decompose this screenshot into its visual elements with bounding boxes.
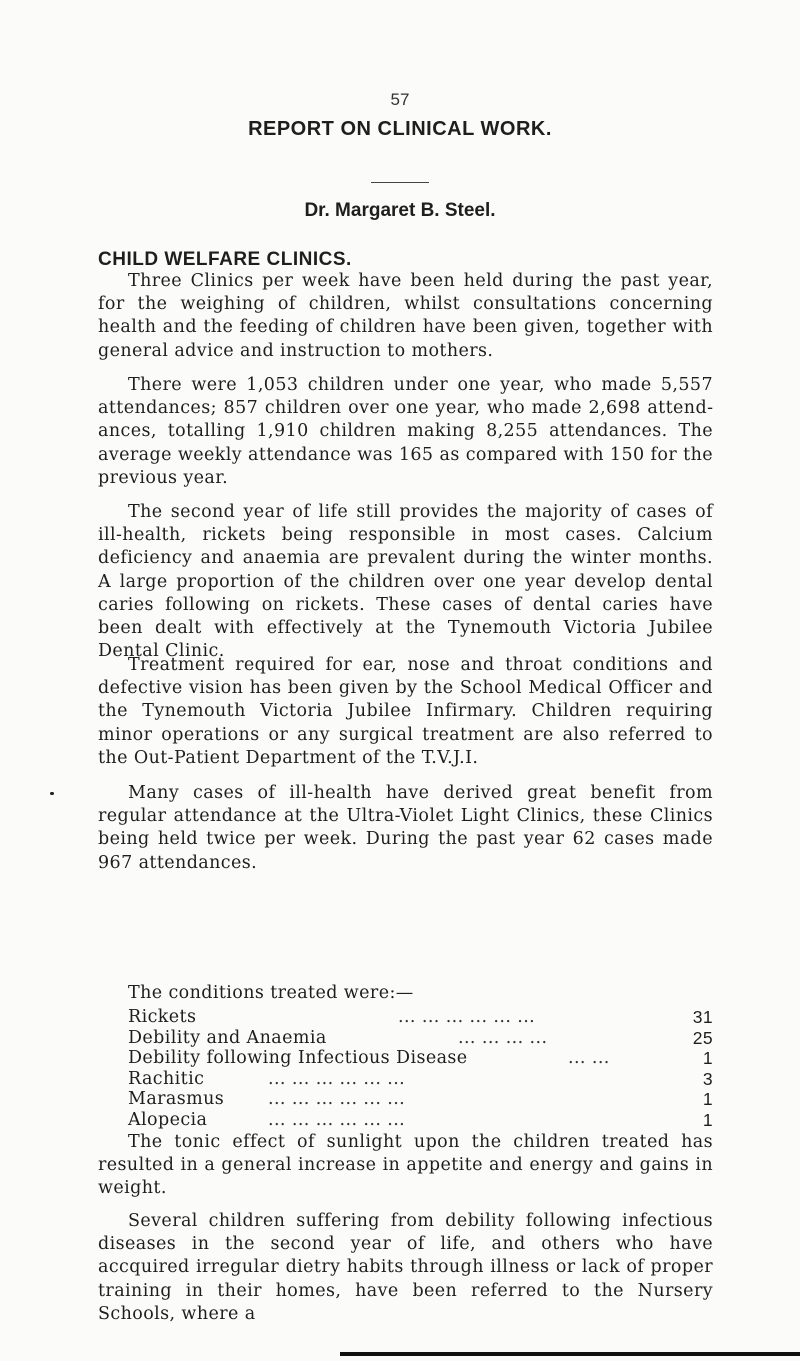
leader-dots: ... ... ... ... bbox=[458, 1027, 548, 1048]
title-divider bbox=[371, 182, 429, 183]
table-row bbox=[128, 1110, 713, 1131]
paragraph-attendances: There were 1,053 children under one year, who made 5,557 attendances; 857 children over one year, who made 2,698 attendances, totalling 1,910 children making 8,255 attendances. The average weekly attendance was 165 as compared with 150 for the previous year. bbox=[98, 375, 713, 488]
paragraph-conditions-intro: The conditions treated were:— bbox=[128, 983, 414, 1003]
condition-count: 1 bbox=[702, 1089, 713, 1109]
leader-dots: ... ... ... ... ... ... bbox=[268, 1068, 406, 1089]
table-row bbox=[128, 1007, 713, 1028]
condition-count: 1 bbox=[702, 1048, 713, 1068]
paragraph-ill-health: The second year of life still provides the majority of cases of ill-health, rickets being responsible in most cases. Calcium deficiency and anaemia are prevalent during the winter months. A large proportion of the children over one year develop dental caries following on rickets. These cases of dental caries have been dealt with effectively at the Tynemouth Victoria Jubilee Dental Clinic. bbox=[98, 502, 713, 662]
table-row bbox=[128, 1069, 713, 1090]
table-row bbox=[128, 1028, 713, 1049]
paragraph-ultra-violet: Many cases of ill-health have derived great benefit from regular attendance at the Ultra-Violet Light Clinics, these Clinics being held twice per week. During the past year 62 cases made 967 attendances. bbox=[98, 783, 713, 873]
leader-dots: ... ... bbox=[568, 1048, 610, 1068]
condition-name: Debility and Anaemia bbox=[128, 1027, 327, 1048]
conditions-table bbox=[128, 1007, 713, 1130]
leader-dots: ... ... ... ... ... ... bbox=[268, 1109, 406, 1130]
report-title: REPORT ON CLINICAL WORK. bbox=[248, 118, 552, 140]
condition-count: 31 bbox=[692, 1007, 713, 1027]
paragraph-sunlight: The tonic effect of sunlight upon the children treated has resulted in a general increase in appetite and energy and gains in weight. bbox=[98, 1132, 713, 1199]
page-edge-shadow bbox=[340, 1352, 800, 1356]
condition-name: Debility following Infectious Disease bbox=[128, 1048, 468, 1068]
condition-count: 25 bbox=[692, 1027, 713, 1048]
condition-name: Rickets bbox=[128, 1007, 197, 1027]
page-number: 57 bbox=[390, 90, 410, 109]
paragraph-treatment: Treatment required for ear, nose and throat conditions and defective vision has been given by the School Medical Officer and the Tynemouth Victoria Jubilee Infirmary. Children requiring minor operations or any surgical treatment are also referred to the Out-Patient Department of the T.V.J.I. bbox=[98, 655, 713, 768]
paragraph-clinics: Three Clinics per week have been held during the past year, for the weighing of children, whilst consultations concerning health and the feeding of children have been given, together with general advice and instruction to mothers. bbox=[98, 271, 713, 361]
condition-name: Rachitic bbox=[128, 1068, 205, 1089]
table-row bbox=[128, 1048, 713, 1069]
condition-count: 3 bbox=[702, 1068, 713, 1089]
table-row bbox=[128, 1089, 713, 1110]
paragraph-nursery-schools: Several children suffering from debility following infectious diseases in the second year of life, and others who have accquired irregular dietry habits through illness or lack of proper training in their homes, have been referred to the Nursery Schools, where a bbox=[98, 1211, 713, 1324]
condition-name: Alopecia bbox=[128, 1109, 208, 1130]
condition-name: Marasmus bbox=[128, 1089, 225, 1109]
leader-dots: ... ... ... ... ... ... bbox=[398, 1007, 536, 1027]
author-name: Dr. Margaret B. Steel. bbox=[304, 200, 496, 221]
section-heading: CHILD WELFARE CLINICS. bbox=[98, 249, 352, 270]
condition-count: 1 bbox=[702, 1109, 713, 1130]
margin-mark bbox=[50, 792, 54, 795]
leader-dots: ... ... ... ... ... ... bbox=[268, 1089, 406, 1109]
